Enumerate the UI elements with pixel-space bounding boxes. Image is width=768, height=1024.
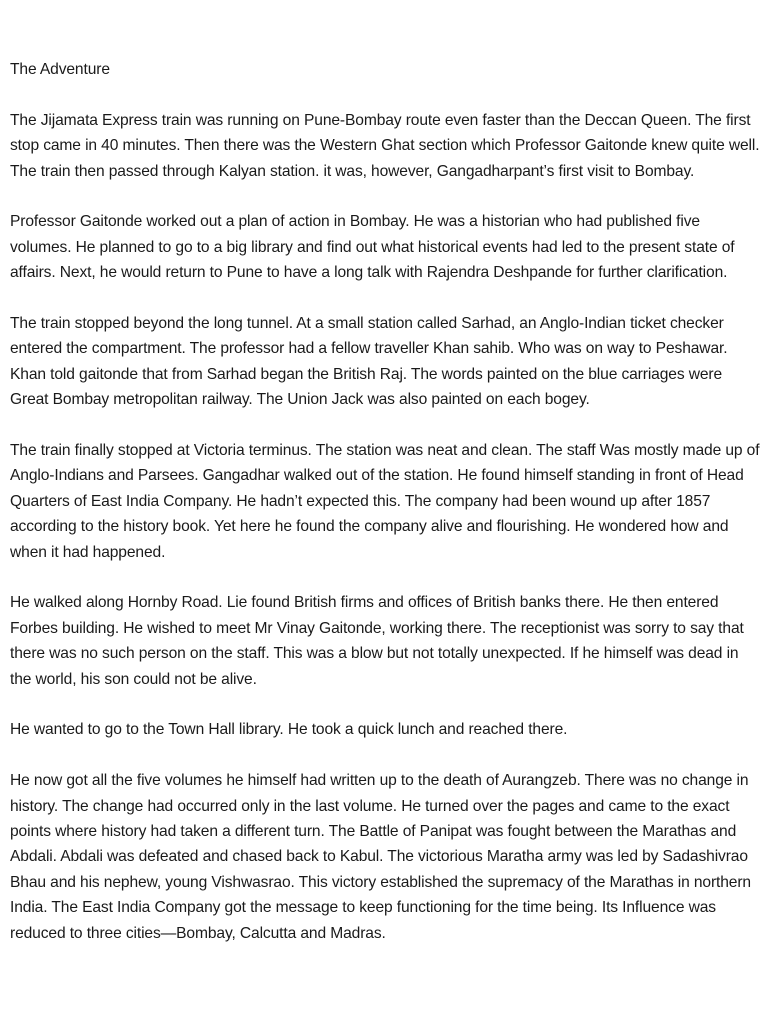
paragraph-hornby-road: He walked along Hornby Road. Lie found British firms and offices of British banks there. He then entered Forbes building. He wished to meet Mr Vinay Gaitonde, working there. The receptionist was sorry to say that there was no such person on the staff. This was a blow but not totally unexpected. If he himself was dead in the world, his son could not be alive.: [10, 594, 744, 688]
document-title: The Adventure: [10, 61, 110, 78]
paragraph-plan-of-action: Professor Gaitonde worked out a plan of action in Bombay. He was a historian who had published five volumes. He planned to go to a big library and find out what historical events had led to the present state of affairs. Next, he would return to Pune to have a long talk with Rajendra Deshpande for further clarification.: [10, 213, 735, 282]
paragraph-town-hall: He wanted to go to the Town Hall library. He took a quick lunch and reached there.: [10, 721, 568, 739]
paragraph-victoria-terminus: The train finally stopped at Victoria terminus. The station was neat and clean. The staff Was mostly made up of Anglo-Indians and Parsees. Gangadhar walked out of the station. He found himself standing in front of Head Quarters of East India Company. He hadn’t expected this. The company had been wound up after 1857 according to the history book. Yet here he found the company alive and flourishing. He wondered how and when it had happened.: [10, 442, 760, 561]
paragraph-train-journey: The Jijamata Express train was running on Pune-Bombay route even faster than the Deccan Queen. The first stop came in 40 minutes. Then there was the Western Ghat section which Professor Gaitonde knew quite well. The train then passed through Kalyan station. it was, however, Gangadharpant’s first visit to Bombay.: [10, 111, 760, 180]
paragraph-sarhad-station: The train stopped beyond the long tunnel. At a small station called Sarhad, an Anglo-Indian ticket checker entered the compartment. The professor had a fellow traveller Khan sahib. Who was on way to Peshawar. Khan told gaitonde that from Sarhad began the British Raj. The words painted on the blue carriages were Great Bombay metropolitan railway. The Union Jack was also painted on each bogey.: [10, 315, 728, 409]
paragraph-history-volumes: He now got all the five volumes he himself had written up to the death of Aurangzeb. There was no change in history. The change had occurred only in the last volume. He turned over the pages and came to the exact points where history had taken a different turn. The Battle of Panipat was fought between the Marathas and Abdali. Abdali was defeated and chased back to Kabul. The victorious Maratha army was led by Sadashivrao Bhau and his nephew, young Vishwasrao. This victory established the supremacy of the Marathas in northern India. The East India Company got the message to keep functioning for the time being. Its Influence was reduced to three cities—Bombay, Calcutta and Madras.: [10, 772, 751, 942]
document-body: [10, 57, 761, 946]
